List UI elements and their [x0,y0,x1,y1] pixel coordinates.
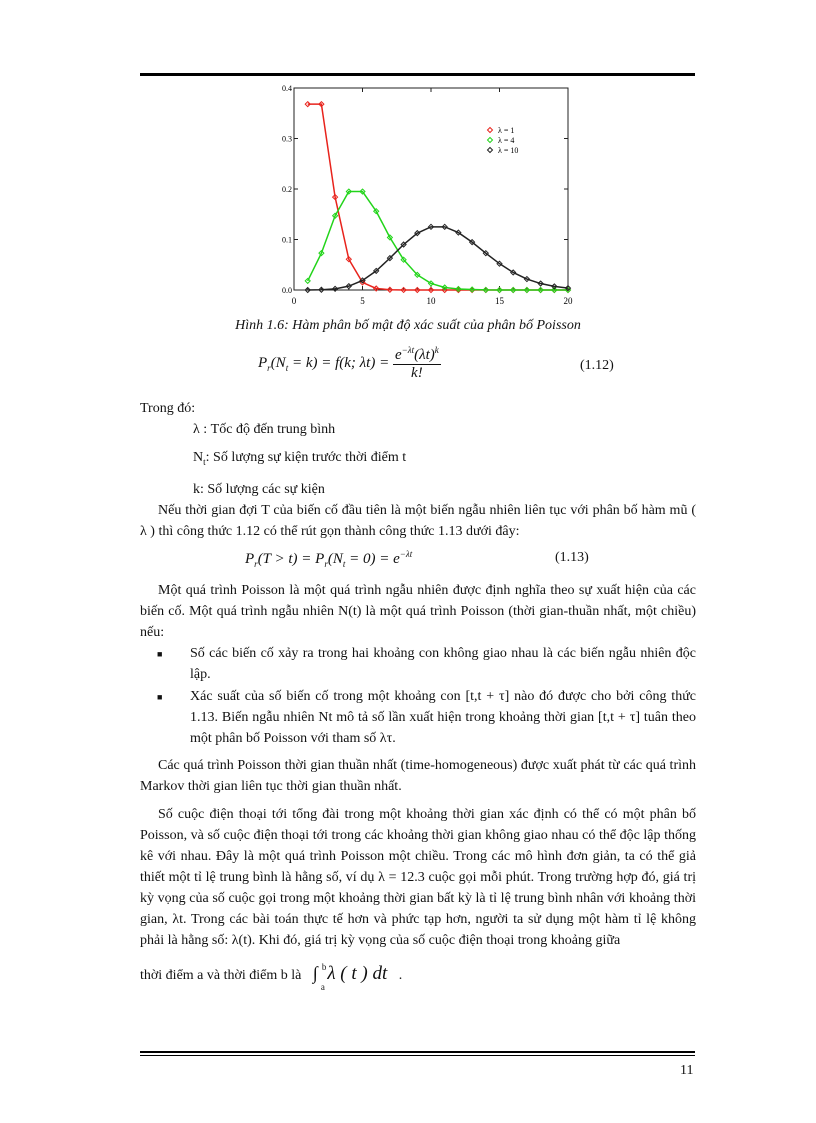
bullet-item-2: Xác suất của số biến cố trong một khoảng con [t,t + τ] nào đó được cho bởi công thức 1.13. Biến ngẫu nhiên Nt mô tả số lần xuất hiện trong khoảng thời gian [t,t + τ] tuân theo một phân bố Poisson với tham số λτ. [190,689,696,746]
series-line-1 [308,104,568,290]
definition-k: k: Số lượng các sự kiện [193,481,325,497]
y-tick-label: 0.1 [282,235,292,245]
equation-number-1-12: (1.12) [580,358,614,373]
y-tick-label: 0.3 [282,134,292,144]
equation-number-1-13: (1.13) [555,550,589,565]
bullet-item-1: Số các biến cố xảy ra trong hai khoảng con không giao nhau là các biến ngẫu nhiên độc lập. [190,646,696,682]
x-tick-label: 0 [291,296,297,306]
legend-label-2: λ = 4 [498,136,515,145]
equation-1-13: $P_r(T > t) = P_r(N_t = 0) = e^{-\lambda t}$ [245,549,413,569]
figure-caption: Hình 1.6: Hàm phân bố mật độ xác suất của phân bố Poisson [235,318,581,333]
poisson-chart-svg [276,80,576,310]
legend-marker-3 [488,148,493,153]
page-number: 11 [680,1063,694,1078]
integral-expression: ∫ b a λ ( t ) dt [312,962,388,992]
y-tick-label: 0.0 [282,286,292,295]
plot-frame [294,88,568,290]
paragraph-integral-line: thời điểm a và thời điểm b là ∫ b a λ ( t ) dt . [140,962,403,992]
x-tick-label: 5 [360,296,365,306]
paragraph-exponential: Nếu thời gian đợi T của biến cố đầu tiên là một biến ngẫu nhiên liên tục với phân bố hàm mũ ( λ ) thì công thức 1.12 có thể rút gọn thành công thức 1.13 dưới đây: [140,503,696,539]
header-rule [140,73,695,76]
definition-lambda: λ : Tốc độ đến trung bình [193,422,336,437]
equation-1-12-fraction: $\frac{e^{-\lambda t}(\lambda t)^k}{k!}$ [394,345,439,381]
y-tick-label: 0.4 [282,84,292,93]
legend-marker-1 [488,128,493,133]
label-trong-do: Trong đó: [140,401,196,416]
footer-rule [140,1051,695,1053]
footer-rule-thin [140,1055,695,1056]
bullet-icon: ■ [157,649,163,659]
paragraph-poisson-process: Một quá trình Poisson là một quá trình ngẫu nhiên được định nghĩa theo sự xuất hiện của các biến cố. Một quá trình ngẫu nhiên N(t) là một quá trình Poisson (thời gian-thuần nhất, một chiều) nếu: [140,583,696,640]
legend-marker-2 [488,138,493,143]
definitions-list [193,416,406,504]
equation-1-12: $P_r(N_t = k) = f(k$; λt) = $\frac{e^{-\lambda t}(\lambda t)^k}{k!}$ [258,345,439,381]
paragraph-time-homogeneous: Các quá trình Poisson thời gian thuần nhất (time-homogeneous) được xuất phát từ các quá trình Markov thời gian liên tục thời gian thuần nhất. [140,758,696,794]
legend-label-3: λ = 10 [498,146,519,155]
series-line-2 [308,192,568,290]
poisson-chart [276,80,576,310]
legend-label-1: λ = 1 [498,126,515,135]
y-tick-label: 0.2 [282,185,292,194]
paragraph-phone-calls: Số cuộc điện thoại tới tổng đài trong một khoảng thời gian xác định có thể có một phân bố Poisson, và số cuộc điện thoại tới trong các khoảng thời gian không giao nhau có thể độc lập thống kê với nhau. Đây là một quá trình Poisson một chiều. Trong các mô hình đơn giản, ta có thể giả thiết một tỉ lệ trung bình là hằng số, ví dụ λ = 12.3 cuộc gọi mỗi phút. Trong trường hợp đó, giá trị kỳ vọng của số cuộc gọi trong một khoảng thời gian bất kỳ là tỉ lệ trung bình nhân với khoảng thời gian, λt. Trong các bài toán thực tế hơn và phức tạp hơn, người ta sử dụng một hàm tỉ lệ không phải là hằng số: λ(t). Khi đó, giá trị kỳ vọng của số cuộc điện thoại trong khoảng giữa [140,807,696,948]
x-tick-label: 20 [563,296,573,306]
x-tick-label: 10 [426,296,436,306]
bullet-icon: ■ [157,692,163,702]
definition-nt: $N_t$: Số lượng sự kiện trước thời điểm t [193,450,407,467]
x-tick-label: 15 [495,296,504,306]
